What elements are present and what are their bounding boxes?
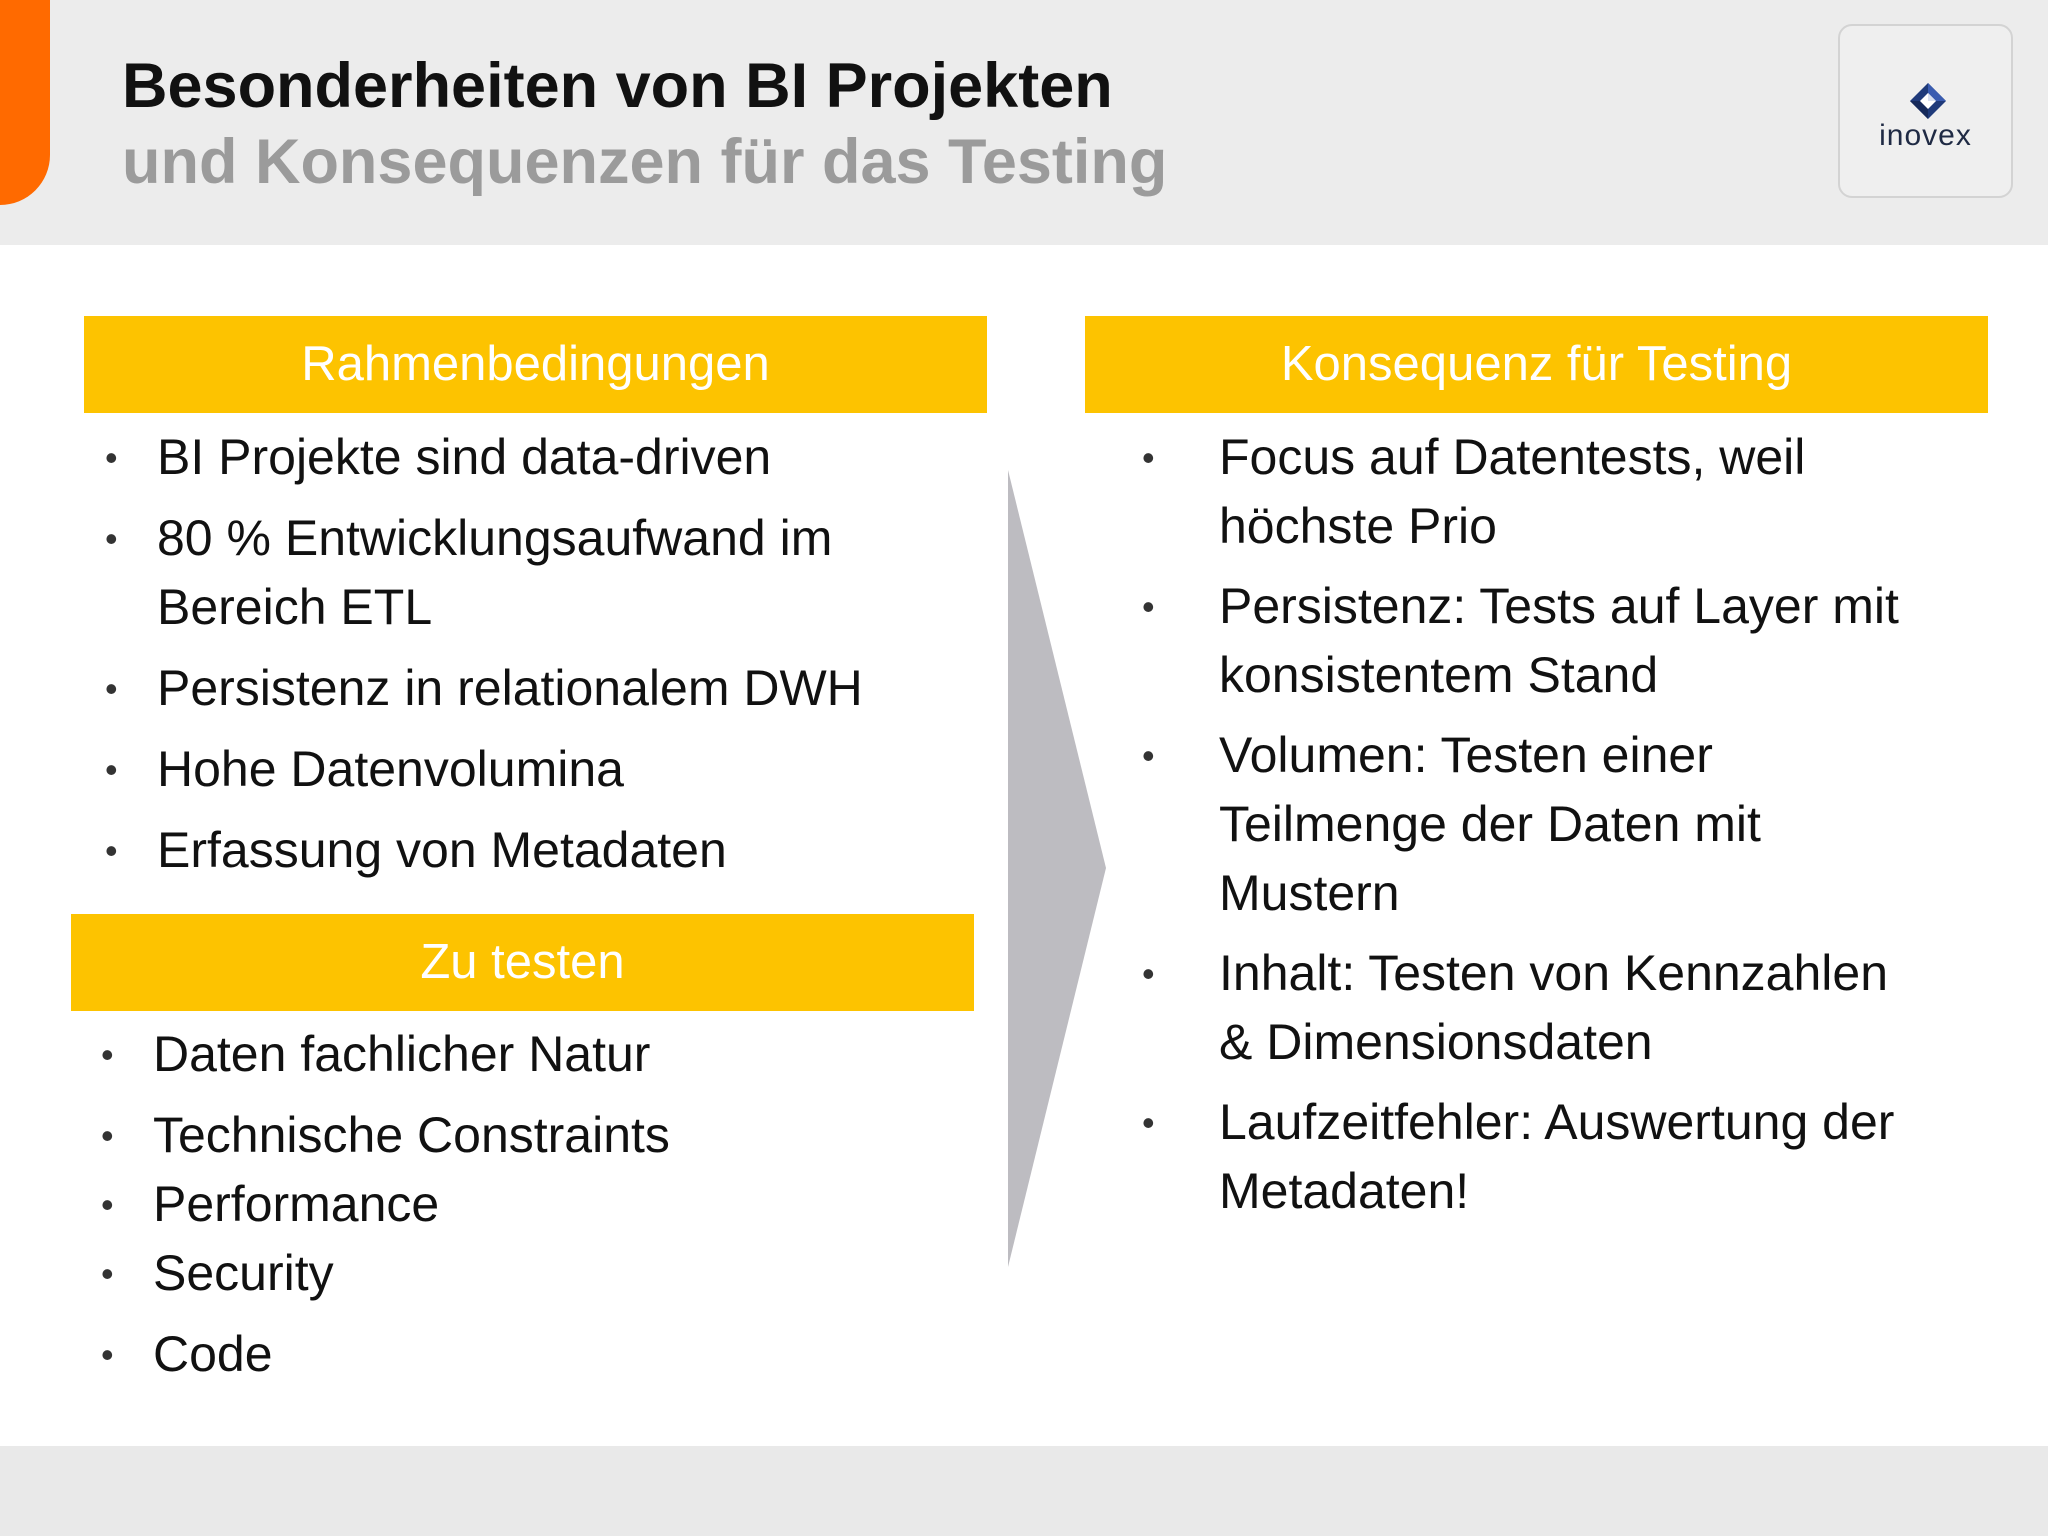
bullet-text: Persistenz: Tests auf Layer mit <box>1219 578 1899 634</box>
bullet-text: Persistenz in relationalem DWH <box>157 660 863 716</box>
bullet-dot-icon: • <box>101 1184 114 1225</box>
bullet-text: Daten fachlicher Natur <box>153 1026 651 1082</box>
konsequenz-list <box>1142 423 1899 1226</box>
bullet-item <box>1142 721 1899 928</box>
bullet-item <box>105 816 863 885</box>
bullet-text: Mustern <box>1219 865 1400 921</box>
bullet-text: & Dimensionsdaten <box>1219 1014 1653 1070</box>
konsequenz-header: Konsequenz für Testing <box>1085 316 1988 413</box>
bullet-item <box>105 423 863 492</box>
bullet-text: Performance <box>153 1176 440 1232</box>
bullet-dot-icon: • <box>101 1115 114 1156</box>
bullet-dot-icon: • <box>1142 953 1155 994</box>
bullet-text: Inhalt: Testen von Kennzahlen <box>1219 945 1889 1001</box>
slide-footer <box>0 1446 2048 1536</box>
bullet-text: höchste Prio <box>1219 498 1497 554</box>
bullet-dot-icon: • <box>105 668 118 709</box>
bullet-item <box>1142 423 1899 561</box>
accent-tab <box>0 0 50 205</box>
bullet-dot-icon: • <box>1142 1102 1155 1143</box>
slide-title: Besonderheiten von BI Projekten <box>122 51 1113 121</box>
inovex-logo <box>1838 24 2013 198</box>
slide-subtitle: und Konsequenzen für das Testing <box>122 127 1168 197</box>
bullet-item <box>1142 939 1899 1077</box>
bullet-dot-icon: • <box>105 518 118 559</box>
rahmenbedingungen-list <box>105 423 863 885</box>
bullet-item <box>101 1239 670 1308</box>
bullet-text: Metadaten! <box>1219 1163 1470 1219</box>
chevron-arrow <box>1000 470 1110 1270</box>
bullet-text: 80 % Entwicklungsaufwand im <box>157 510 833 566</box>
bullet-text: Code <box>153 1326 273 1382</box>
bullet-item <box>101 1170 670 1239</box>
bullet-item <box>105 735 863 804</box>
bullet-item <box>101 1320 670 1389</box>
bullet-item <box>1142 1088 1899 1226</box>
zu-testen-header: Zu testen <box>71 914 974 1011</box>
bullet-dot-icon: • <box>1142 735 1155 776</box>
bullet-item <box>1142 572 1899 710</box>
bullet-text: Teilmenge der Daten mit <box>1219 796 1761 852</box>
bullet-item <box>105 654 863 723</box>
bullet-item <box>101 1101 670 1170</box>
zu-testen-list <box>101 1020 670 1389</box>
bullet-dot-icon: • <box>105 830 118 871</box>
bullet-text: Erfassung von Metadaten <box>157 822 727 878</box>
bullet-dot-icon: • <box>105 437 118 478</box>
bullet-dot-icon: • <box>101 1253 114 1294</box>
bullet-dot-icon: • <box>105 749 118 790</box>
bullet-text: Technische Constraints <box>153 1107 670 1163</box>
bullet-item <box>101 1020 670 1089</box>
bullet-text: Volumen: Testen einer <box>1219 727 1713 783</box>
bullet-text: Bereich ETL <box>157 579 433 635</box>
bullet-text: Hohe Datenvolumina <box>157 741 624 797</box>
bullet-text: Focus auf Datentests, weil <box>1219 429 1806 485</box>
bullet-dot-icon: • <box>1142 586 1155 627</box>
bullet-text: konsistentem Stand <box>1219 647 1659 703</box>
bullet-dot-icon: • <box>101 1034 114 1075</box>
bullet-text: Security <box>153 1245 334 1301</box>
slide-header <box>0 0 2048 245</box>
bullet-text: BI Projekte sind data-driven <box>157 429 772 485</box>
logo-text: inovex <box>1879 119 1972 152</box>
bullet-text: Laufzeitfehler: Auswertung der <box>1219 1094 1895 1150</box>
bullet-dot-icon: • <box>1142 437 1155 478</box>
bullet-dot-icon: • <box>101 1334 114 1375</box>
bullet-item <box>105 504 863 642</box>
inovex-diamond-icon <box>1908 81 1948 121</box>
rahmenbedingungen-header: Rahmenbedingungen <box>84 316 987 413</box>
